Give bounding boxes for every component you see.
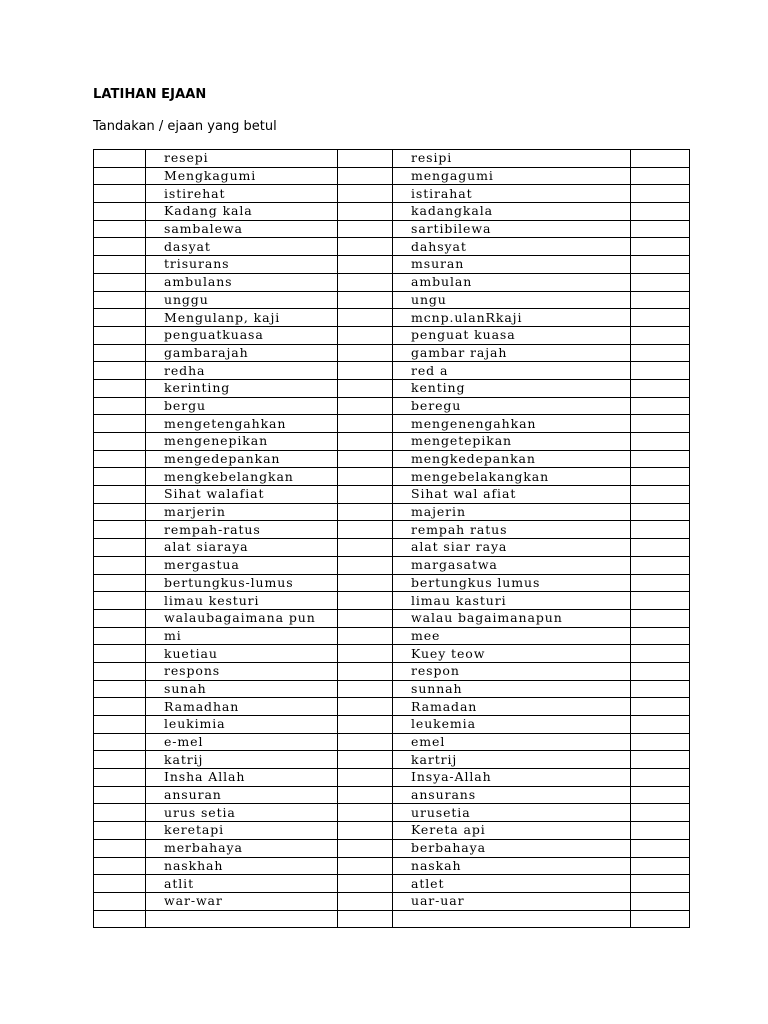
tick-box-left[interactable] <box>94 892 146 910</box>
tick-box-middle[interactable] <box>338 150 393 168</box>
spelling-table-body <box>94 150 690 928</box>
word-option-a: resepi <box>146 150 338 168</box>
tick-box-right[interactable] <box>631 468 690 486</box>
word-option-b: penguat kuasa <box>393 326 631 344</box>
tick-box-middle[interactable] <box>338 822 393 840</box>
tick-box-middle[interactable] <box>338 503 393 521</box>
table-row <box>94 167 690 185</box>
word-option-a: katrij <box>146 751 338 769</box>
tick-box-middle[interactable] <box>338 344 393 362</box>
tick-box-left[interactable] <box>94 379 146 397</box>
word-option-b: mengenengahkan <box>393 415 631 433</box>
table-row <box>94 556 690 574</box>
tick-box-left[interactable] <box>94 150 146 168</box>
tick-box-right[interactable] <box>631 203 690 221</box>
word-option-b: atlet <box>393 875 631 893</box>
tick-box-right[interactable] <box>631 645 690 663</box>
tick-box-right[interactable] <box>631 326 690 344</box>
tick-box-middle[interactable] <box>338 238 393 256</box>
tick-box-left[interactable] <box>94 450 146 468</box>
tick-box-left[interactable] <box>94 680 146 698</box>
word-option-a: war-war <box>146 892 338 910</box>
tick-box-right[interactable] <box>631 397 690 415</box>
tick-box-left[interactable] <box>94 397 146 415</box>
tick-box-middle[interactable] <box>338 857 393 875</box>
word-option-a: ambulans <box>146 273 338 291</box>
table-row <box>94 273 690 291</box>
word-option-a: merbahaya <box>146 839 338 857</box>
tick-box-right[interactable] <box>631 362 690 380</box>
tick-box-right[interactable] <box>631 627 690 645</box>
tick-box-left[interactable] <box>94 627 146 645</box>
table-row <box>94 326 690 344</box>
tick-box-middle[interactable] <box>338 662 393 680</box>
word-option-b: ambulan <box>393 273 631 291</box>
tick-box-right[interactable] <box>631 556 690 574</box>
word-option-b: emel <box>393 733 631 751</box>
tick-box-left[interactable] <box>94 609 146 627</box>
tick-box-middle[interactable] <box>338 256 393 274</box>
word-option-b: Kuey teow <box>393 645 631 663</box>
word-option-b <box>393 910 631 928</box>
word-option-a: Insha Allah <box>146 769 338 787</box>
table-row <box>94 309 690 327</box>
word-option-b: sartibilewa <box>393 220 631 238</box>
tick-box-right[interactable] <box>631 521 690 539</box>
tick-box-middle[interactable] <box>338 309 393 327</box>
word-option-a: Mengkagumi <box>146 167 338 185</box>
document-title: LATIHAN EJAAN <box>93 87 207 102</box>
tick-box-left[interactable] <box>94 857 146 875</box>
tick-box-left[interactable] <box>94 556 146 574</box>
tick-box-left[interactable] <box>94 220 146 238</box>
tick-box-right[interactable] <box>631 786 690 804</box>
tick-box-middle[interactable] <box>338 769 393 787</box>
tick-box-right[interactable] <box>631 167 690 185</box>
word-option-b: urusetia <box>393 804 631 822</box>
tick-box-left[interactable] <box>94 592 146 610</box>
tick-box-left[interactable] <box>94 203 146 221</box>
tick-box-left[interactable] <box>94 185 146 203</box>
tick-box-middle[interactable] <box>338 521 393 539</box>
tick-box-right[interactable] <box>631 450 690 468</box>
word-option-b: Ramadan <box>393 698 631 716</box>
table-row <box>94 910 690 928</box>
table-row <box>94 415 690 433</box>
word-option-a: bergu <box>146 397 338 415</box>
word-option-a: gambarajah <box>146 344 338 362</box>
word-option-a: atlit <box>146 875 338 893</box>
tick-box-middle[interactable] <box>338 680 393 698</box>
tick-box-right[interactable] <box>631 592 690 610</box>
tick-box-middle[interactable] <box>338 397 393 415</box>
word-option-b: gambar rajah <box>393 344 631 362</box>
tick-box-left[interactable] <box>94 804 146 822</box>
tick-box-middle[interactable] <box>338 291 393 309</box>
tick-box-middle[interactable] <box>338 220 393 238</box>
tick-box-left[interactable] <box>94 503 146 521</box>
word-option-b: mengkedepankan <box>393 450 631 468</box>
word-option-a: unggu <box>146 291 338 309</box>
word-option-b: mcnp.ulanRkaji <box>393 309 631 327</box>
word-option-a: rempah-ratus <box>146 521 338 539</box>
word-option-a: e-mel <box>146 733 338 751</box>
word-option-b: dahsyat <box>393 238 631 256</box>
instruction-text: Tandakan / ejaan yang betul <box>93 119 277 134</box>
tick-box-left[interactable] <box>94 521 146 539</box>
tick-box-right[interactable] <box>631 273 690 291</box>
word-option-a: Kadang kala <box>146 203 338 221</box>
table-row <box>94 574 690 592</box>
tick-box-right[interactable] <box>631 238 690 256</box>
tick-box-right[interactable] <box>631 185 690 203</box>
table-row <box>94 839 690 857</box>
tick-box-right[interactable] <box>631 150 690 168</box>
word-option-b: red a <box>393 362 631 380</box>
word-option-a: limau kesturi <box>146 592 338 610</box>
word-option-b: istirahat <box>393 185 631 203</box>
tick-box-middle[interactable] <box>338 185 393 203</box>
table-row <box>94 822 690 840</box>
word-option-b: majerin <box>393 503 631 521</box>
word-option-b: kartrij <box>393 751 631 769</box>
tick-box-left[interactable] <box>94 486 146 504</box>
word-option-b: leukemia <box>393 716 631 734</box>
tick-box-left[interactable] <box>94 751 146 769</box>
table-row <box>94 662 690 680</box>
tick-box-middle[interactable] <box>338 609 393 627</box>
word-option-b: Sihat wal afiat <box>393 486 631 504</box>
tick-box-middle[interactable] <box>338 892 393 910</box>
tick-box-right[interactable] <box>631 574 690 592</box>
tick-box-left[interactable] <box>94 362 146 380</box>
word-option-b: beregu <box>393 397 631 415</box>
tick-box-left[interactable] <box>94 326 146 344</box>
table-row <box>94 716 690 734</box>
tick-box-left[interactable] <box>94 769 146 787</box>
tick-box-left[interactable] <box>94 291 146 309</box>
tick-box-middle[interactable] <box>338 468 393 486</box>
tick-box-middle[interactable] <box>338 716 393 734</box>
table-row <box>94 433 690 451</box>
table-row <box>94 486 690 504</box>
word-option-b: bertungkus lumus <box>393 574 631 592</box>
tick-box-left[interactable] <box>94 273 146 291</box>
table-row <box>94 698 690 716</box>
word-option-a: istirehat <box>146 185 338 203</box>
word-option-a: mengedepankan <box>146 450 338 468</box>
word-option-a: trisurans <box>146 256 338 274</box>
word-option-a: mengenepikan <box>146 433 338 451</box>
word-option-b: respon <box>393 662 631 680</box>
tick-box-right[interactable] <box>631 309 690 327</box>
tick-box-right[interactable] <box>631 804 690 822</box>
tick-box-right[interactable] <box>631 291 690 309</box>
word-option-b: alat siar raya <box>393 539 631 557</box>
word-option-a: respons <box>146 662 338 680</box>
tick-box-right[interactable] <box>631 486 690 504</box>
word-option-a: alat siaraya <box>146 539 338 557</box>
word-option-b: berbahaya <box>393 839 631 857</box>
word-option-a: ansuran <box>146 786 338 804</box>
table-row <box>94 450 690 468</box>
word-option-b: resipi <box>393 150 631 168</box>
tick-box-middle[interactable] <box>338 415 393 433</box>
table-row <box>94 857 690 875</box>
tick-box-middle[interactable] <box>338 751 393 769</box>
word-option-b: mengetepikan <box>393 433 631 451</box>
spelling-table <box>93 149 690 928</box>
tick-box-right[interactable] <box>631 256 690 274</box>
tick-box-middle[interactable] <box>338 273 393 291</box>
tick-box-middle[interactable] <box>338 379 393 397</box>
table-row <box>94 769 690 787</box>
tick-box-right[interactable] <box>631 698 690 716</box>
tick-box-right[interactable] <box>631 892 690 910</box>
tick-box-right[interactable] <box>631 503 690 521</box>
tick-box-left[interactable] <box>94 433 146 451</box>
tick-box-middle[interactable] <box>338 450 393 468</box>
word-option-b: sunnah <box>393 680 631 698</box>
tick-box-left[interactable] <box>94 167 146 185</box>
word-option-a: naskhah <box>146 857 338 875</box>
word-option-a: leukimia <box>146 716 338 734</box>
word-option-b: ungu <box>393 291 631 309</box>
word-option-b: rempah ratus <box>393 521 631 539</box>
tick-box-middle[interactable] <box>338 433 393 451</box>
table-row <box>94 627 690 645</box>
word-option-b: msuran <box>393 256 631 274</box>
tick-box-middle[interactable] <box>338 574 393 592</box>
table-row <box>94 503 690 521</box>
tick-box-middle[interactable] <box>338 167 393 185</box>
tick-box-left[interactable] <box>94 662 146 680</box>
word-option-b: mee <box>393 627 631 645</box>
word-option-a: bertungkus-lumus <box>146 574 338 592</box>
tick-box-right[interactable] <box>631 433 690 451</box>
tick-box-right[interactable] <box>631 220 690 238</box>
tick-box-right[interactable] <box>631 379 690 397</box>
word-option-a: sunah <box>146 680 338 698</box>
table-row <box>94 185 690 203</box>
tick-box-middle[interactable] <box>338 539 393 557</box>
tick-box-middle[interactable] <box>338 875 393 893</box>
table-row <box>94 220 690 238</box>
tick-box-middle[interactable] <box>338 592 393 610</box>
table-row <box>94 539 690 557</box>
table-row <box>94 645 690 663</box>
word-option-b: uar-uar <box>393 892 631 910</box>
tick-box-right[interactable] <box>631 857 690 875</box>
word-option-b: kadangkala <box>393 203 631 221</box>
table-row <box>94 291 690 309</box>
tick-box-middle[interactable] <box>338 627 393 645</box>
tick-box-left[interactable] <box>94 539 146 557</box>
word-option-a: marjerin <box>146 503 338 521</box>
word-option-a: mengetengahkan <box>146 415 338 433</box>
word-option-a: Sihat walafiat <box>146 486 338 504</box>
tick-box-middle[interactable] <box>338 556 393 574</box>
tick-box-middle[interactable] <box>338 733 393 751</box>
word-option-a: Mengulanp, kaji <box>146 309 338 327</box>
tick-box-left[interactable] <box>94 574 146 592</box>
table-row <box>94 203 690 221</box>
word-option-a: walaubagaimana pun <box>146 609 338 627</box>
tick-box-right[interactable] <box>631 751 690 769</box>
table-row <box>94 379 690 397</box>
tick-box-left[interactable] <box>94 910 146 928</box>
word-option-b: walau bagaimanapun <box>393 609 631 627</box>
tick-box-right[interactable] <box>631 344 690 362</box>
tick-box-right[interactable] <box>631 875 690 893</box>
tick-box-middle[interactable] <box>338 839 393 857</box>
tick-box-left[interactable] <box>94 822 146 840</box>
table-row <box>94 344 690 362</box>
table-row <box>94 238 690 256</box>
table-row <box>94 892 690 910</box>
tick-box-left[interactable] <box>94 875 146 893</box>
tick-box-right[interactable] <box>631 910 690 928</box>
table-row <box>94 804 690 822</box>
tick-box-right[interactable] <box>631 769 690 787</box>
table-row <box>94 256 690 274</box>
word-option-a: keretapi <box>146 822 338 840</box>
tick-box-middle[interactable] <box>338 362 393 380</box>
word-option-b: kenting <box>393 379 631 397</box>
table-row <box>94 592 690 610</box>
table-row <box>94 468 690 486</box>
tick-box-right[interactable] <box>631 609 690 627</box>
table-row <box>94 150 690 168</box>
table-row <box>94 733 690 751</box>
table-row <box>94 786 690 804</box>
tick-box-right[interactable] <box>631 662 690 680</box>
word-option-a: mi <box>146 627 338 645</box>
tick-box-right[interactable] <box>631 839 690 857</box>
word-option-a: mengkebelangkan <box>146 468 338 486</box>
word-option-a: kuetiau <box>146 645 338 663</box>
word-option-b: Insya-Allah <box>393 769 631 787</box>
word-option-a: Ramadhan <box>146 698 338 716</box>
tick-box-left[interactable] <box>94 256 146 274</box>
tick-box-right[interactable] <box>631 733 690 751</box>
word-option-a <box>146 910 338 928</box>
word-option-b: Kereta api <box>393 822 631 840</box>
tick-box-left[interactable] <box>94 698 146 716</box>
table-row <box>94 751 690 769</box>
table-row <box>94 521 690 539</box>
word-option-b: naskah <box>393 857 631 875</box>
table-row <box>94 609 690 627</box>
tick-box-left[interactable] <box>94 238 146 256</box>
word-option-a: kerinting <box>146 379 338 397</box>
tick-box-left[interactable] <box>94 645 146 663</box>
tick-box-right[interactable] <box>631 680 690 698</box>
tick-box-left[interactable] <box>94 344 146 362</box>
word-option-b: mengebelakangkan <box>393 468 631 486</box>
tick-box-middle[interactable] <box>338 786 393 804</box>
table-row <box>94 875 690 893</box>
tick-box-right[interactable] <box>631 415 690 433</box>
tick-box-middle[interactable] <box>338 486 393 504</box>
table-row <box>94 397 690 415</box>
tick-box-middle[interactable] <box>338 910 393 928</box>
word-option-b: ansurans <box>393 786 631 804</box>
word-option-a: dasyat <box>146 238 338 256</box>
tick-box-left[interactable] <box>94 733 146 751</box>
tick-box-middle[interactable] <box>338 645 393 663</box>
tick-box-right[interactable] <box>631 716 690 734</box>
tick-box-right[interactable] <box>631 822 690 840</box>
tick-box-right[interactable] <box>631 539 690 557</box>
word-option-a: redha <box>146 362 338 380</box>
tick-box-left[interactable] <box>94 839 146 857</box>
table-row <box>94 680 690 698</box>
tick-box-left[interactable] <box>94 468 146 486</box>
tick-box-left[interactable] <box>94 786 146 804</box>
word-option-b: mengagumi <box>393 167 631 185</box>
tick-box-left[interactable] <box>94 716 146 734</box>
table-row <box>94 362 690 380</box>
word-option-a: urus setia <box>146 804 338 822</box>
tick-box-middle[interactable] <box>338 326 393 344</box>
word-option-a: sambalewa <box>146 220 338 238</box>
tick-box-left[interactable] <box>94 309 146 327</box>
word-option-a: penguatkuasa <box>146 326 338 344</box>
word-option-a: mergastua <box>146 556 338 574</box>
tick-box-middle[interactable] <box>338 203 393 221</box>
word-option-b: limau kasturi <box>393 592 631 610</box>
tick-box-middle[interactable] <box>338 698 393 716</box>
tick-box-left[interactable] <box>94 415 146 433</box>
tick-box-middle[interactable] <box>338 804 393 822</box>
word-option-b: margasatwa <box>393 556 631 574</box>
